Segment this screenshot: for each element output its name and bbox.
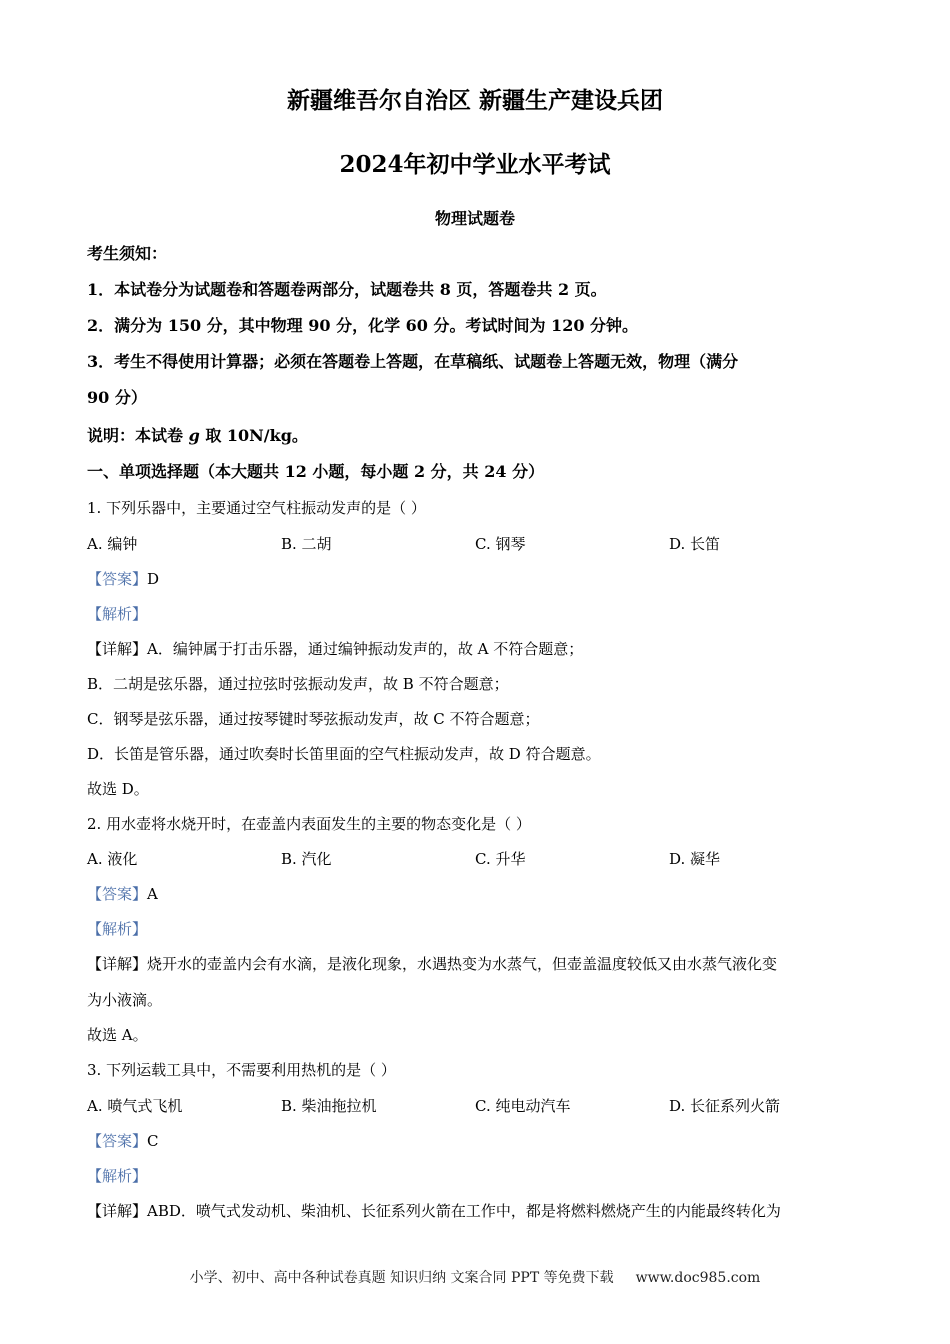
notice-item-3: 3．考生不得使用计算器；必须在答题卷上答题，在草稿纸、试题卷上答题无效，物理（满分 — [87, 352, 739, 371]
notice-item-3-cont: 90 分） — [87, 388, 147, 407]
notice-item-2: 2．满分为 150 分，其中物理 90 分，化学 60 分。考试时间为 120 分钟。 — [87, 316, 639, 335]
q1-stem: 1. 下列乐器中，主要通过空气柱振动发声的是（ ） — [87, 499, 426, 517]
q3-answer-tag: 【答案】 — [87, 1132, 148, 1150]
q1-option-c: C. 钢琴 — [475, 535, 526, 553]
q3-answer-value: C — [147, 1132, 159, 1150]
q2-detail-1-text: 烧开水的壶盖内会有水滴，是液化现象，水遇热变为水蒸气，但壶盖温度较低又由水蒸气液化变 — [147, 955, 778, 973]
q2-answer — [87, 884, 158, 904]
q1-detail-1-text: A．编钟属于打击乐器，通过编钟振动发声的，故 A 不符合题意； — [147, 640, 584, 658]
q2-option-c: C. 升华 — [475, 850, 526, 868]
q3-answer — [87, 1131, 159, 1151]
note-suffix: 取 10N/kg。 — [199, 426, 308, 445]
q2-option-d: D. 凝华 — [669, 850, 721, 868]
notice-item-1: 1．本试卷分为试题卷和答题卷两部分，试题卷共 8 页，答题卷共 2 页。 — [87, 280, 607, 299]
q2-option-b: B. 汽化 — [281, 850, 332, 868]
exam-title-year: 2024年初中学业水平考试 — [339, 151, 611, 178]
q3-option-b: B. 柴油拖拉机 — [281, 1097, 377, 1115]
q3-analysis-tag: 【解析】 — [87, 1167, 148, 1185]
q1-detail-1 — [87, 639, 583, 659]
q1-option-d: D. 长笛 — [669, 535, 721, 553]
q1-detail-3: C．钢琴是弦乐器，通过按琴键时琴弦振动发声，故 C 不符合题意； — [87, 710, 540, 728]
q2-analysis-tag: 【解析】 — [87, 920, 148, 938]
q1-answer — [87, 569, 159, 589]
footer-link[interactable]: www.doc985.com — [635, 1270, 761, 1286]
q1-option-b: B. 二胡 — [281, 535, 332, 553]
q2-detail-tag: 【详解】 — [87, 955, 148, 973]
note-prefix: 说明：本试卷 — [87, 426, 189, 445]
q3-stem: 3. 下列运载工具中，不需要利用热机的是（ ） — [87, 1061, 396, 1079]
q2-stem: 2. 用水壶将水烧开时，在壶盖内表面发生的主要的物态变化是（ ） — [87, 815, 531, 833]
q3-detail-1 — [87, 1201, 781, 1221]
q3-option-d: D. 长征系列火箭 — [669, 1097, 781, 1115]
q3-option-c: C. 纯电动汽车 — [475, 1097, 571, 1115]
q1-detail-4: D．长笛是管乐器，通过吹奏时长笛里面的空气柱振动发声，故 D 符合题意。 — [87, 745, 601, 763]
q1-option-a: A. 编钟 — [87, 535, 138, 553]
q3-detail-1-text: ABD．喷气式发动机、柴油机、长征系列火箭在工作中，都是将燃料燃烧产生的内能最终转化为 — [147, 1202, 781, 1220]
exam-title-region: 新疆维吾尔自治区 新疆生产建设兵团 — [286, 87, 663, 114]
section-heading: 一、单项选择题（本大题共 12 小题，每小题 2 分，共 24 分） — [87, 462, 545, 481]
page-footer — [0, 1268, 950, 1288]
q3-detail-tag: 【详解】 — [87, 1202, 148, 1220]
q2-detail-1 — [87, 954, 777, 974]
exam-subtitle: 物理试题卷 — [434, 209, 515, 228]
notice-note — [87, 426, 308, 446]
q2-answer-tag: 【答案】 — [87, 885, 148, 903]
q1-detail-2: B．二胡是弦乐器，通过拉弦时弦振动发声，故 B 不符合题意； — [87, 675, 509, 693]
q2-detail-2: 为小液滴。 — [87, 991, 163, 1009]
q2-option-a: A. 液化 — [87, 850, 138, 868]
notice-heading: 考生须知： — [87, 244, 168, 263]
q3-option-a: A. 喷气式飞机 — [87, 1097, 183, 1115]
q1-conclusion: 故选 D。 — [87, 780, 149, 798]
q2-conclusion: 故选 A。 — [87, 1026, 148, 1044]
note-variable: g — [188, 426, 200, 445]
q1-answer-tag: 【答案】 — [87, 570, 148, 588]
q1-answer-value: D — [147, 570, 160, 588]
q1-detail-tag: 【详解】 — [87, 640, 148, 658]
q1-analysis-tag: 【解析】 — [87, 605, 148, 623]
q2-answer-value: A — [147, 885, 158, 903]
footer-text: 小学、初中、高中各种试卷真题 知识归纳 文案合同 PPT 等免费下载 — [189, 1270, 614, 1286]
